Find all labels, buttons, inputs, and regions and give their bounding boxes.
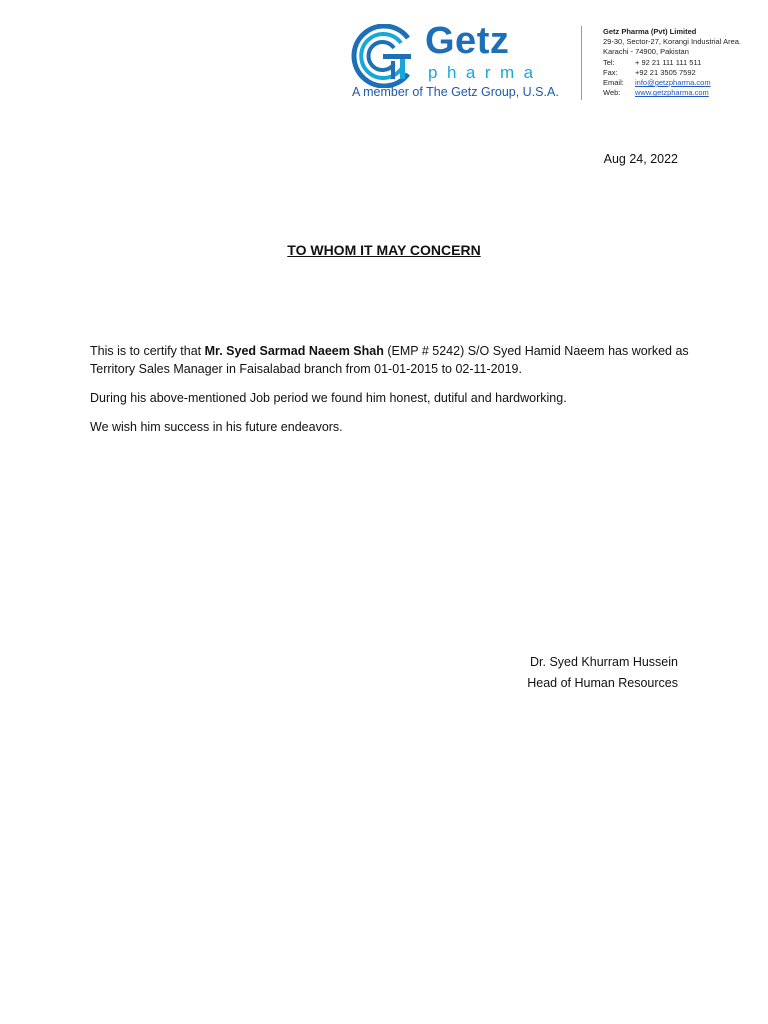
- header-divider: [581, 26, 582, 100]
- paragraph-wishes: We wish him success in his future endeavors.: [90, 420, 343, 434]
- paragraph-certification: [90, 342, 690, 378]
- brand-subtitle: pharma: [428, 63, 543, 82]
- contact-label: Fax:: [603, 67, 618, 77]
- signature-block: [527, 652, 678, 694]
- getz-logo-icon: [350, 24, 414, 88]
- letter-date: Aug 24, 2022: [603, 152, 678, 166]
- text-segment: This is to certify that: [90, 344, 205, 358]
- company-info: [603, 27, 741, 98]
- letter-body: [90, 342, 690, 447]
- address-line-1: 29-30, Sector-27, Korangi Industrial Area.: [603, 37, 741, 47]
- email-link[interactable]: info@getzpharma.com: [635, 78, 711, 88]
- contact-web: [603, 88, 741, 98]
- brand-name: Getz: [425, 20, 510, 62]
- text-segment: (EMP # 5242) S/O: [383, 344, 493, 358]
- contact-label: Web:: [603, 88, 621, 98]
- contact-label: Tel:: [603, 57, 615, 67]
- signatory-name: Dr. Syed Khurram Hussein: [530, 655, 678, 669]
- signatory-title: Head of Human Resources: [527, 676, 678, 690]
- employee-name: Mr. Syed Sarmad Naeem Shah: [204, 344, 384, 358]
- contact-value: +92 21 3505 7592: [635, 67, 696, 77]
- contact-email: [603, 78, 741, 88]
- paragraph-conduct: During his above-mentioned Job period we found him honest, dutiful and hardworking.: [90, 391, 567, 405]
- contact-tel: [603, 58, 741, 68]
- brand-tagline: A member of The Getz Group, U.S.A.: [352, 85, 559, 99]
- address-line-2: Karachi - 74900, Pakistan: [603, 47, 689, 57]
- contact-label: Email:: [603, 78, 624, 88]
- company-name: Getz Pharma (Pvt) Limited: [603, 27, 697, 36]
- text-segment: has worked as Territory Sales Manager in Faisalabad branch from 01-01-2015 to 02-11-2019.: [90, 344, 689, 376]
- contact-value: + 92 21 111 111 511: [635, 57, 702, 67]
- letter-heading: TO WHOM IT MAY CONCERN: [287, 242, 481, 258]
- father-name: Syed Hamid Naeem: [492, 344, 605, 358]
- contact-fax: [603, 68, 741, 78]
- web-link[interactable]: www.getzpharma.com: [635, 88, 709, 98]
